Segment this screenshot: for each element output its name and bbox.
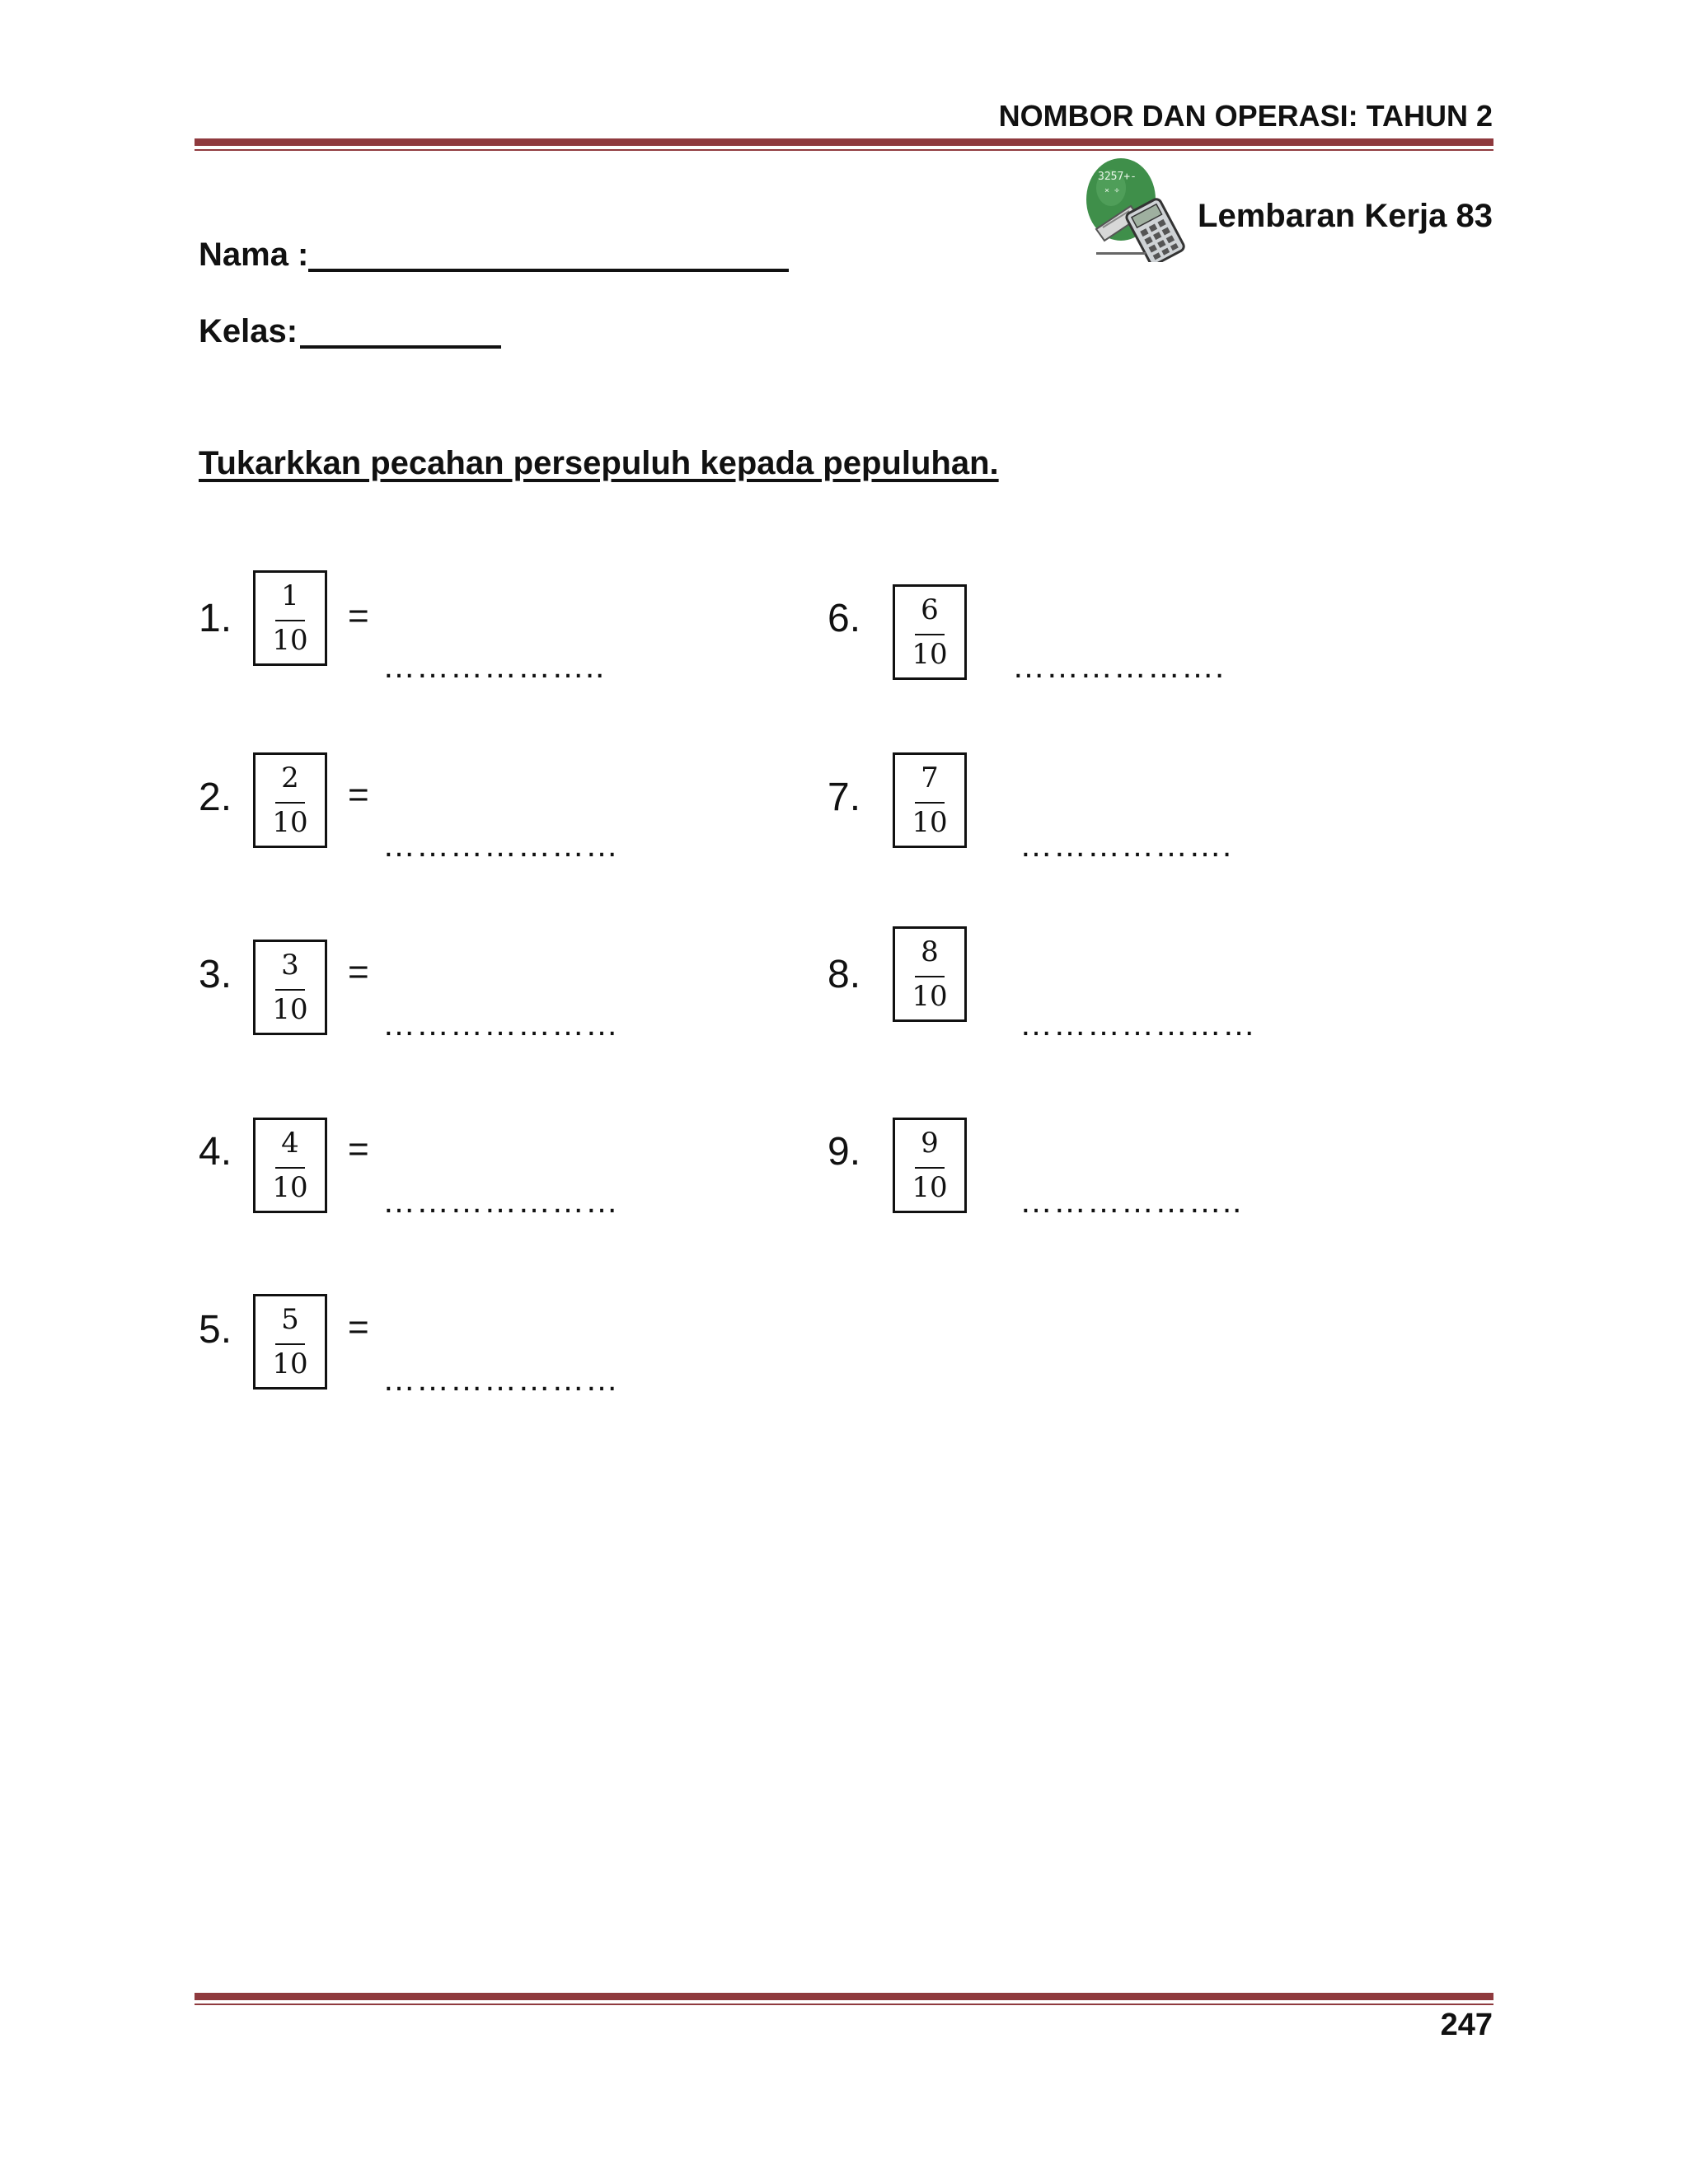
fraction-numerator: 2 (281, 762, 299, 794)
fraction-denominator: 10 (272, 1171, 308, 1204)
page-number: 247 (1440, 2008, 1493, 2042)
fraction-denominator: 10 (272, 624, 308, 657)
fraction-box (253, 752, 327, 848)
class-label: Kelas: (199, 313, 298, 349)
answer-line[interactable]: ……………….. (1020, 1183, 1243, 1220)
calculator-icon (1080, 155, 1187, 262)
header-title: NOMBOR DAN OPERASI: TAHUN 2 (998, 99, 1493, 133)
question-number: 2. (199, 776, 232, 819)
fraction-bar (915, 1167, 945, 1169)
answer-line[interactable]: ………………… (382, 1361, 619, 1398)
equals-sign: = (348, 596, 369, 636)
fraction-box (893, 584, 967, 680)
answer-line[interactable]: ………………. (1020, 827, 1233, 864)
question-number: 1. (199, 597, 232, 640)
equals-sign: = (348, 1129, 369, 1169)
footer-rule-thick (195, 1993, 1493, 2000)
fraction-numerator: 5 (281, 1303, 299, 1336)
answer-line[interactable]: ………………. (1012, 649, 1226, 685)
question-number: 6. (828, 597, 861, 640)
fraction-denominator: 10 (272, 1347, 308, 1380)
fraction-denominator: 10 (912, 806, 948, 839)
fraction-numerator: 9 (921, 1127, 939, 1160)
fraction-denominator: 10 (912, 1171, 948, 1204)
fraction-bar (275, 620, 305, 621)
fraction-denominator: 10 (912, 980, 948, 1013)
header-rule-thin (195, 149, 1493, 151)
equals-sign: = (348, 775, 369, 815)
answer-line[interactable]: ………………… (382, 1183, 619, 1220)
fraction-box (253, 1118, 327, 1213)
question-number: 3. (199, 953, 232, 996)
fraction-bar (915, 634, 945, 635)
header-rule-thick (195, 138, 1493, 146)
question-number: 8. (828, 953, 861, 996)
fraction-denominator: 10 (272, 806, 308, 839)
question-number: 7. (828, 776, 861, 819)
fraction-bar (275, 1343, 305, 1345)
class-field[interactable] (300, 345, 501, 349)
equals-sign: = (348, 952, 369, 992)
fraction-numerator: 3 (281, 949, 299, 982)
answer-line[interactable]: ………………… (382, 1006, 619, 1043)
fraction-numerator: 8 (921, 935, 939, 968)
fraction-bar (275, 802, 305, 804)
name-label: Nama : (199, 237, 309, 273)
question-number: 4. (199, 1130, 232, 1174)
fraction-numerator: 4 (281, 1127, 299, 1160)
fraction-numerator: 6 (921, 593, 939, 626)
name-field[interactable] (308, 269, 789, 272)
fraction-box (893, 1118, 967, 1213)
fraction-numerator: 1 (281, 579, 299, 612)
fraction-denominator: 10 (912, 638, 948, 671)
worksheet-title: Lembaran Kerja 83 (1198, 198, 1493, 234)
answer-line[interactable]: ………………… (382, 827, 619, 864)
question-number: 9. (828, 1130, 861, 1174)
fraction-bar (275, 989, 305, 991)
equals-sign: = (348, 1307, 369, 1347)
svg-text:× ÷: × ÷ (1104, 186, 1120, 195)
fraction-box (893, 926, 967, 1022)
fraction-denominator: 10 (272, 993, 308, 1026)
svg-text:3257+-: 3257+- (1098, 171, 1137, 183)
fraction-box (253, 1294, 327, 1390)
footer-rule-thin (195, 2004, 1493, 2005)
answer-line[interactable]: ………………… (1020, 1006, 1256, 1043)
fraction-bar (275, 1167, 305, 1169)
fraction-bar (915, 976, 945, 977)
fraction-box (253, 940, 327, 1035)
fraction-box (253, 570, 327, 666)
instruction-text: Tukarkkan pecahan persepuluh kepada pepuluhan. (199, 445, 999, 481)
worksheet-logo (1080, 155, 1187, 262)
fraction-numerator: 7 (921, 762, 939, 794)
question-number: 5. (199, 1308, 232, 1352)
fraction-bar (915, 802, 945, 804)
fraction-box (893, 752, 967, 848)
answer-line[interactable]: ……………….. (382, 649, 606, 685)
